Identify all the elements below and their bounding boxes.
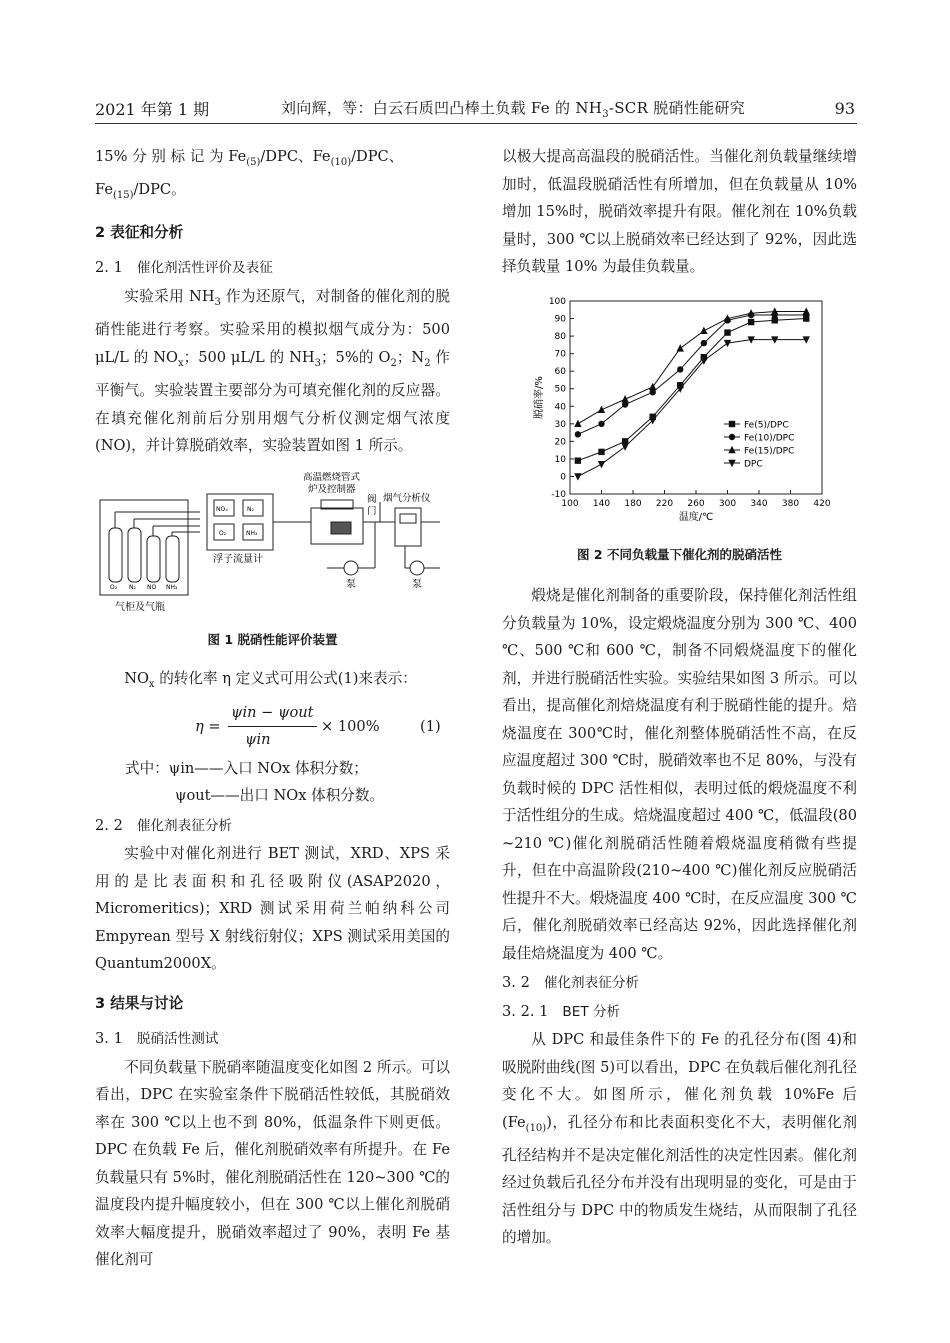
y-tick-label: 90 xyxy=(554,314,566,325)
pump-label-2: 泵 xyxy=(412,578,422,590)
meter-label-nh3: NH₃ xyxy=(246,529,258,537)
gas-cabinet-label: 气柜及气瓶 xyxy=(115,601,165,613)
section-heading-3: 3 结果与讨论 xyxy=(95,994,184,1012)
page-number: 93 xyxy=(834,99,855,118)
cylinder-label-o2: O₂ xyxy=(110,583,118,591)
meter-label-nox: NOₓ xyxy=(216,505,228,513)
y-tick-label: 60 xyxy=(554,366,566,377)
figure-1-apparatus xyxy=(95,472,450,622)
x-tick-label: 340 xyxy=(750,498,768,509)
subsubsection-heading-3-2-1: 3. 2. 1 BET 分析 xyxy=(502,1002,621,1020)
x-tick-label: 260 xyxy=(687,498,705,509)
y-tick-label: 50 xyxy=(554,384,566,395)
data-point xyxy=(598,405,605,412)
chart-svg xyxy=(502,291,857,541)
equation-lhs: η = xyxy=(195,717,221,735)
paragraph-sample-labels: 15% 分 别 标 记 为 $Fe_{(5)}$/DPC、$Fe_{(10)}$/DPC、 $Fe_{(15)}$/DPC。 xyxy=(95,148,404,202)
legend-marker xyxy=(729,420,735,426)
subsection-heading-2-1: 2. 1 催化剂活性评价及表征 xyxy=(95,259,273,277)
definition-psi-in: 式中：ψin——入口 NOx 体积分数； xyxy=(125,759,368,777)
analyzer-label: 烟气分析仪 xyxy=(383,492,431,504)
data-point xyxy=(701,339,707,345)
definition-psi-out: ψout——出口 NOx 体积分数。 xyxy=(175,787,385,805)
paragraph-conversion: $NO_x$ 的转化率 η 定义式可用公式(1)来表示： xyxy=(124,670,417,691)
valve-label: 阀 xyxy=(367,493,377,505)
paragraph-activity: 不同负载量下脱硝率随温度变化如图 2 所示。可以看出，DPC 在实验室条件下脱硝活性较低，其脱硝效率在 300 ℃以上也不到 80%，低温条件下则更低。DPC 在负载 Fe 后，催化剂脱硝效率有所提升。在 Fe 负载量只有 5%时，催化剂脱硝活性在 120~300 ℃的温度段内提升幅度较小，但在 300 ℃以上催化剂脱硝效率大幅度提升，脱硝效率超过了 90%，表明 Fe 基催化剂可 xyxy=(95,1058,450,1269)
x-tick-label: 100 xyxy=(561,498,579,509)
subsection-heading-3-1: 3. 1 脱硝活性测试 xyxy=(95,1030,219,1048)
legend-label: DPC xyxy=(744,459,763,469)
figure-1-caption: 图 1 脱硝性能评价装置 xyxy=(207,631,338,647)
paragraph-experiment: 实验采用 $NH_3$ 作为还原气，对制备的催化剂的脱硝性能进行考察。实验采用的模拟烟气成分为：500 μL/L 的 $NO_x$；500 μL/L 的 $NH_3$；5%的 $O_2$；$N_2$ 作平衡气。实验装置主要部分为可填充催化剂的反应器。在填充催化剂前后分别用烟气分析仪测定烟气浓度(NO)，并计算脱硝效率，实验装置如图 1 所示。 xyxy=(95,287,450,455)
legend-marker xyxy=(729,433,735,439)
data-point xyxy=(724,339,731,346)
subsection-heading-2-2: 2. 2 催化剂表征分析 xyxy=(95,816,233,834)
y-tick-label: 10 xyxy=(554,454,566,465)
y-tick-label: 80 xyxy=(554,331,566,342)
data-point xyxy=(598,448,604,454)
figure-2-caption: 图 2 不同负载量下催化剂的脱硝活性 xyxy=(577,546,782,562)
paragraph-calcination: 煅烧是催化剂制备的重要阶段，保持催化剂活性组分负载量为 10%，设定煅烧温度分别为 300 ℃、400 ℃、500 ℃和 600 ℃，制备不同煅烧温度下的催化剂，并进行脱硝活性实验。实验结果如图 3 所示。可以看出，提高催化剂焙烧温度有利于脱硝性能的提升。焙烧温度在 300℃时，催化剂整体脱硝活性不高，在反应温度超过 300 ℃时，脱硝效率也不足 80%，与没有负载时候的 DPC 活性相似，表明过低的煅烧温度不利于活性组分的生成。焙烧温度超过 400 ℃，低温段(80 ~210 ℃)催化剂脱硝活性随着煅烧温度稍微有些提升，但在中高温阶段(210~400 ℃)催化剂反应脱硝活性提升不大。煅烧温度 400 ℃时，在反应温度 300 ℃后，催化剂脱硝效率已经高达 92%，因此选择催化剂最佳焙烧温度为 400 ℃。 xyxy=(502,587,858,962)
y-tick-label: 0 xyxy=(560,471,566,482)
equation-number: (1) xyxy=(420,717,441,735)
right-column xyxy=(502,143,857,1252)
figure-2-chart xyxy=(502,291,857,541)
y-tick-label: 100 xyxy=(548,296,566,307)
equation-numerator: ψin − ψout xyxy=(228,699,317,728)
left-column xyxy=(95,143,450,1274)
data-point xyxy=(748,318,754,324)
legend-label: Fe(15)/DPC xyxy=(744,446,795,456)
x-tick-label: 380 xyxy=(781,498,800,509)
data-point xyxy=(700,326,707,333)
y-axis-label: 脱硝率/% xyxy=(534,375,545,419)
subsection-heading-3-2: 3. 2 催化剂表征分析 xyxy=(502,974,640,991)
furnace-label: 高温燃烧管式 xyxy=(303,471,361,483)
legend-label: Fe(5)/DPC xyxy=(744,420,789,430)
valve-label-2: 门 xyxy=(367,505,377,517)
meter-label-n2: N₂ xyxy=(247,505,254,513)
section-heading-2: 2 表征和分析 xyxy=(95,223,184,241)
plot-frame xyxy=(570,301,822,494)
paragraph-activity-cont: 以极大提高高温段的脱硝活性。当催化剂负载量继续增加时，低温段脱硝活性有所增加，但在负载量从 10%增加 15%时，脱硝效率提升有限。催化剂在 10%负载量时，300 ℃以上脱硝效率已经达到了 92%，因此选择负载量 10% 为最佳负载量。 xyxy=(502,148,857,275)
data-point xyxy=(598,460,605,467)
flowmeter-label: 浮子流量计 xyxy=(213,553,263,565)
x-tick-label: 420 xyxy=(813,498,831,509)
data-point xyxy=(575,457,581,463)
data-point xyxy=(621,395,628,402)
y-tick-label: 70 xyxy=(554,349,566,360)
equation-denominator: ψin xyxy=(245,730,271,748)
data-point xyxy=(677,366,683,372)
x-tick-label: 300 xyxy=(718,498,737,509)
x-tick-label: 180 xyxy=(624,498,642,509)
data-point xyxy=(574,419,581,426)
pump-label-1: 泵 xyxy=(346,578,356,590)
data-point xyxy=(575,431,581,437)
legend-label: Fe(10)/DPC xyxy=(744,433,795,443)
meter-label-o2: O₂ xyxy=(219,529,227,537)
cylinder-label-nh3: NH₃ xyxy=(166,583,178,591)
apparatus-diagram xyxy=(95,472,450,622)
equation-1 xyxy=(95,699,450,755)
cylinder-label-n2: N₂ xyxy=(129,583,136,591)
y-tick-label: 40 xyxy=(554,401,566,412)
y-tick-label: -10 xyxy=(551,489,566,500)
data-point xyxy=(677,344,684,351)
running-header xyxy=(95,93,857,124)
cylinder-label-no: NO xyxy=(147,583,157,591)
article-running-title: 刘向辉，等：白云石质凹凸棒土负载 Fe 的 $NH_3$-SCR 脱硝性能研究 xyxy=(281,99,746,120)
x-tick-label: 140 xyxy=(592,498,611,509)
paragraph-characterization: 实验中对催化剂进行 BET 测试，XRD、XPS 采用的是比表面积和孔径吸附仪(ASAP2020，Micromeritics)；XRD 测试采用荷兰帕纳科公司 Empyrean 型号 X 射线衍射仪；XPS 测试采用美国的 Quantum2000X。 xyxy=(95,845,450,973)
x-axis-label: 温度/℃ xyxy=(678,511,714,523)
data-point xyxy=(574,473,581,480)
y-tick-label: 30 xyxy=(554,419,566,430)
journal-issue: 2021 年第 1 期 xyxy=(95,100,210,119)
y-tick-label: 20 xyxy=(554,436,566,447)
data-point xyxy=(598,420,604,426)
series-line-2 xyxy=(578,311,806,423)
equation-factor: × 100% xyxy=(321,717,380,735)
furnace-label-2: 炉及控制器 xyxy=(308,483,356,495)
data-point xyxy=(621,443,628,450)
data-point xyxy=(724,329,730,335)
x-tick-label: 220 xyxy=(655,498,674,509)
paragraph-bet: 从 DPC 和最佳条件下的 Fe 的孔径分布(图 4)和吸脱附曲线(图 5)可以看出，DPC 在负载后催化剂孔径变化不大。如图所示，催化剂负载 10%Fe 后$(Fe_{(10)})$，孔径分布和比表面积变化不大，表明催化剂孔径结构并不是决定催化剂活性的决定性因素。催化剂经过负载后孔径分布并没有出现明显的变化，可是由于活性组分与 DPC 中的物质发生烧结，从而限制了孔径的增加。 xyxy=(502,1031,857,1247)
